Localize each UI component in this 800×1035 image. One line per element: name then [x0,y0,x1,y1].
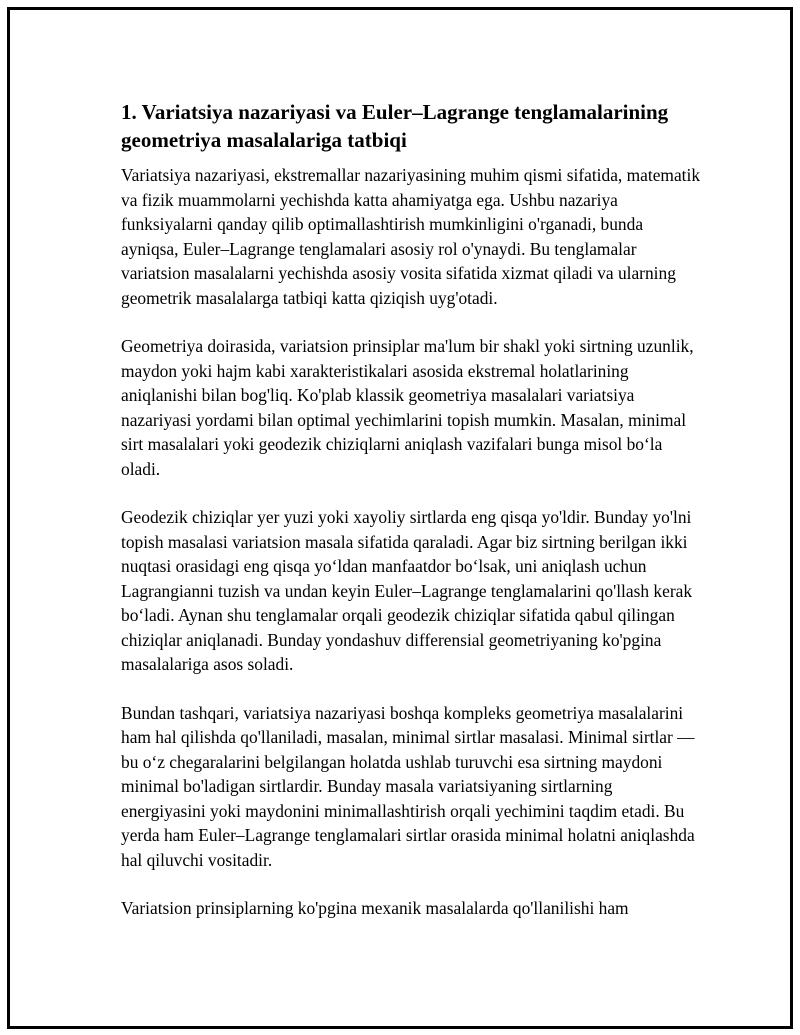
document-body [121,98,701,945]
document-title: 1. Variatsiya nazariyasi va Euler–Lagrange tenglamalarining geometriya masalalariga tatbiqi [121,100,669,152]
page-border [7,7,793,1029]
paragraph-2: Geometriya doirasida, variatsion prinsiplar ma'lum bir shakl yoki sirtning uzunlik, maydon yoki hajm kabi xarakteristikalari asosida ekstremal holatlarining aniqlanishi bilan bog'liq. Ko'plab klassik geometriya masalalari variatsiya nazariyasi yordami bilan optimal yechimlarini topish mumkin. Masalan, minimal sirt masalalari yoki geodezik chiziqlarni aniqlash vazifalari bunga misol bo‘la oladi. [121,336,694,479]
paragraph-4: Bundan tashqari, variatsiya nazariyasi boshqa kompleks geometriya masalalarini ham hal qilishda qo'llaniladi, masalan, minimal sirtlar masalasi. Minimal sirtlar — bu o‘z chegaralarini belgilangan holatda ushlab turuvchi esa sirtning maydoni minimal bo'ladigan sirtlardir. Bunday masala variatsiyaning sirtlarning energiyasini yoki maydonini minimallashtirish orqali yechimini taqdim etadi. Bu yerda ham Euler–Lagrange tenglamalari sirtlar orasida minimal holatni aniqlashda hal qiluvchi vositadir. [121,702,695,870]
paragraph-1: Variatsiya nazariyasi, ekstremallar nazariyasining muhim qismi sifatida, matematik va fizik muammolarni yechishda katta ahamiyatga ega. Ushbu nazariya funksiyalarni qanday qilib optimallashtirish mumkinligini o'rganadi, bunda ayniqsa, Euler–Lagrange tenglamalari asosiy rol o'ynaydi. Bu tenglamalar variatsion masalalarni yechishda asosiy vosita sifatida xizmat qiladi va ularning geometrik masalalarga tatbiqi katta qiziqish uyg'otadi. [121,165,701,308]
paragraph-3: Geodezik chiziqlar yer yuzi yoki xayoliy sirtlarda eng qisqa yo'ldir. Bunday yo'lni topish masalasi variatsion masala sifatida qaraladi. Agar biz sirtning berilgan ikki nuqtasi orasidagi eng qisqa yo‘ldan manfaatdor bo‘lsak, uni aniqlash uchun Lagrangianni tuzish va undan keyin Euler–Lagrange tenglamalarini qo'llash kerak bo‘ladi. Aynan shu tenglamalar orqali geodezik chiziqlar sifatida qabul qilingan chiziqlar aniqlanadi. Bunday yondashuv differensial geometriyaning ko'pgina masalalariga asos soladi. [121,507,693,674]
paragraph-5: Variatsion prinsiplarning ko'pgina mexanik masalalarda qo'llanilishi ham [121,898,629,918]
